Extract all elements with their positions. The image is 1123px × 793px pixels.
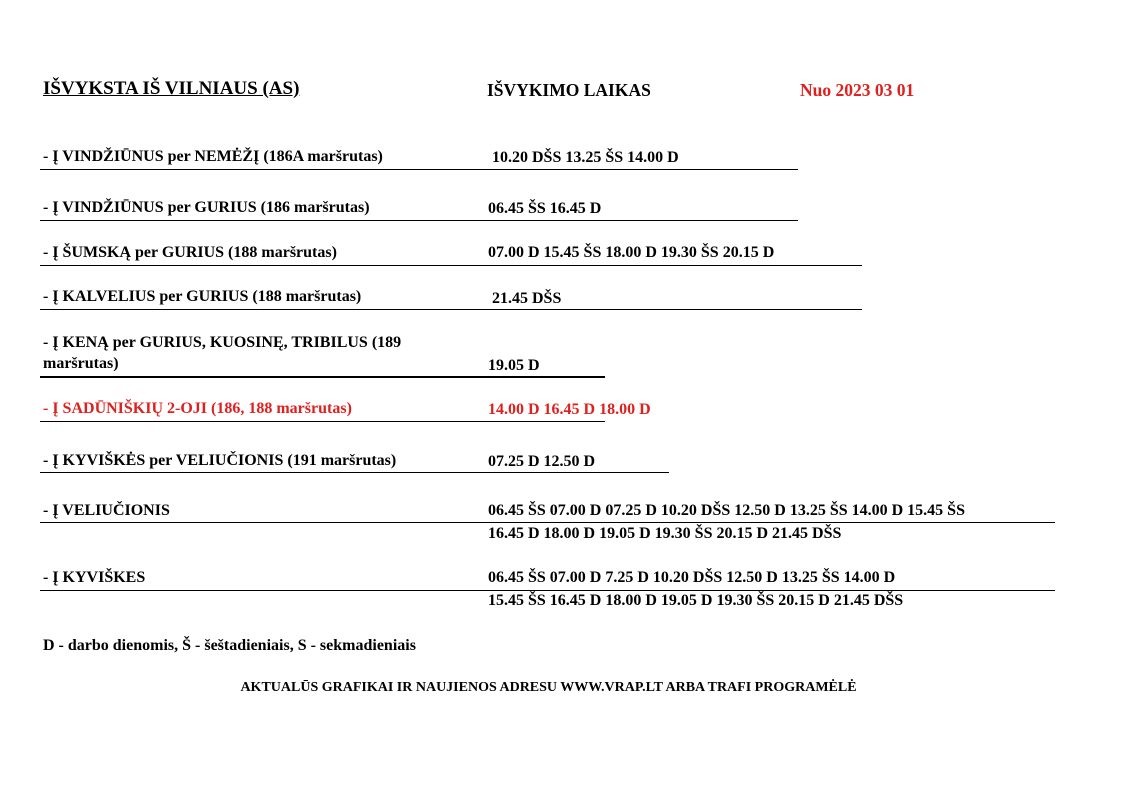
route-times-continued: 15.45 ŠS 16.45 D 18.00 D 19.05 D 19.30 ŠS 20.15 D 21.45 DŠS xyxy=(488,592,904,609)
route-times: 06.45 ŠS 07.00 D 7.25 D 10.20 DŠS 12.50 D 13.25 ŠS 14.00 D xyxy=(488,569,896,586)
route-times: 07.25 D 12.50 D xyxy=(488,453,596,470)
footer-note: AKTUALŪS GRAFIKAI IR NAUJIENOS ADRESU WWW.VRAP.LT ARBA TRAFI PROGRAMĖLĖ xyxy=(240,680,857,695)
route-times: 06.45 ŠS 16.45 D xyxy=(488,200,602,217)
legend: D - darbo dienomis, Š - šeštadieniais, S - sekmadieniais xyxy=(43,637,416,654)
row-divider xyxy=(40,309,862,310)
route-times: 21.45 DŠS xyxy=(492,290,562,307)
departure-time-header: IŠVYKIMO LAIKAS xyxy=(487,80,651,100)
route-times: 14.00 D 16.45 D 18.00 D xyxy=(488,401,651,418)
route-destination: - Į ŠUMSKĄ per GURIUS (188 maršrutas) xyxy=(43,244,337,261)
row-divider xyxy=(40,220,798,221)
route-destination: - Į KENĄ per GURIUS, KUOSINĘ, TRIBILUS (189 xyxy=(43,334,402,351)
row-divider xyxy=(40,376,605,378)
route-destination: - Į VINDŽIŪNUS per GURIUS (186 maršrutas) xyxy=(43,199,370,216)
row-divider xyxy=(40,522,1055,523)
page-title: IŠVYKSTA IŠ VILNIAUS (AS) xyxy=(43,78,300,99)
route-times: 19.05 D xyxy=(488,357,540,374)
route-destination: - Į KALVELIUS per GURIUS (188 maršrutas) xyxy=(43,288,362,305)
route-destination: - Į SADŪNIŠKIŲ 2-OJI (186, 188 maršrutas) xyxy=(43,400,352,417)
row-divider xyxy=(40,169,798,170)
route-times-continued: 16.45 D 18.00 D 19.05 D 19.30 ŠS 20.15 D 21.45 DŠS xyxy=(488,525,842,542)
route-times: 10.20 DŠS 13.25 ŠS 14.00 D xyxy=(492,149,679,166)
valid-from-date: Nuo 2023 03 01 xyxy=(800,80,915,100)
row-divider xyxy=(40,265,862,266)
route-destination: - Į VELIUČIONIS xyxy=(43,502,170,519)
row-divider xyxy=(40,472,669,473)
route-destination: - Į VINDŽIŪNUS per NEMĖŽĮ (186A maršrutas) xyxy=(43,148,383,165)
route-destination: - Į KYVIŠKĖS per VELIUČIONIS (191 maršrutas) xyxy=(43,452,397,469)
route-times: 07.00 D 15.45 ŠS 18.00 D 19.30 ŠS 20.15 D xyxy=(488,244,775,261)
route-destination-continued: maršrutas) xyxy=(43,355,119,372)
route-times: 06.45 ŠS 07.00 D 07.25 D 10.20 DŠS 12.50 D 13.25 ŠS 14.00 D 15.45 ŠS xyxy=(488,502,965,519)
route-destination: - Į KYVIŠKES xyxy=(43,569,146,586)
row-divider xyxy=(40,421,605,422)
row-divider xyxy=(40,590,1055,591)
